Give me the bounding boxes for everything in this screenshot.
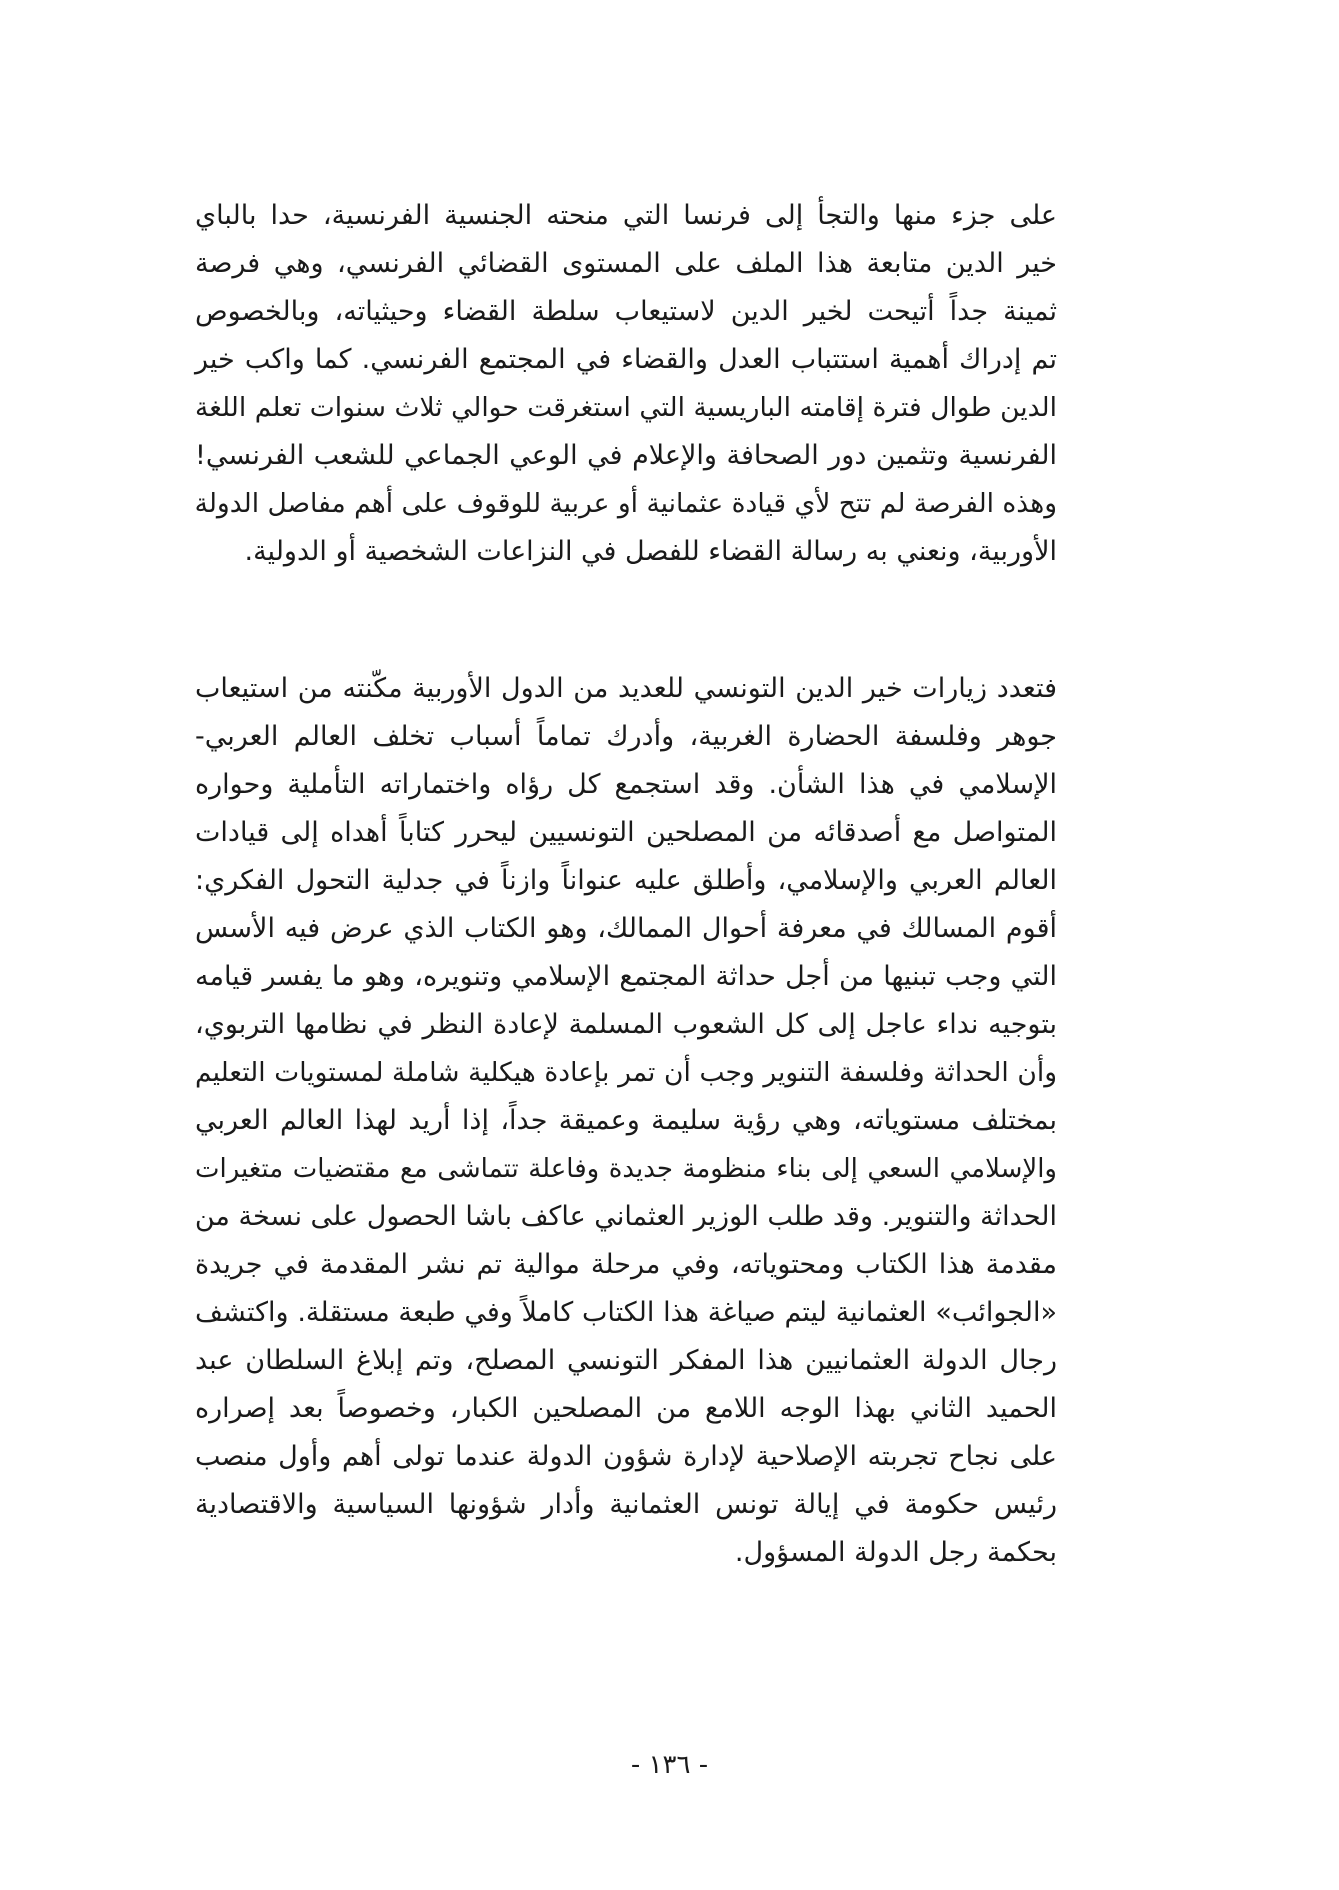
text-line: على جزء منها والتجأ إلى فرنسا التي منحته الجنسية الفرنسية، حدا بالباي [195, 200, 1057, 231]
text-line: خير الدين متابعة هذا الملف على المستوى القضائي الفرنسي، وهي فرصة [195, 248, 1057, 279]
text-line: تم إدراك أهمية استتباب العدل والقضاء في المجتمع الفرنسي. كما واكب خير [195, 344, 1057, 375]
text-line: بحكمة رجل الدولة المسؤول. [734, 1537, 1057, 1568]
text-line: بتوجيه نداء عاجل إلى كل الشعوب المسلمة لإعادة النظر في نظامها التربوي، [195, 1009, 1057, 1040]
text-line: الحداثة والتنوير. وقد طلب الوزير العثماني عاكف باشا الحصول على نسخة من [194, 1201, 1057, 1232]
text-line: التي وجب تبنيها من أجل حداثة المجتمع الإسلامي وتنويره، وهو ما يفسر قيامه [195, 961, 1057, 992]
text-line: الدين طوال فترة إقامته الباريسية التي استغرقت حوالي ثلاث سنوات تعلم اللغة [195, 392, 1057, 423]
text-line: وأن الحداثة وفلسفة التنوير وجب أن تمر بإعادة هيكلية شاملة لمستويات التعليم [195, 1057, 1057, 1088]
text-line: الأوربية، ونعني به رسالة القضاء للفصل في النزاعات الشخصية أو الدولية. [244, 536, 1057, 567]
text-line: وهذه الفرصة لم تتح لأي قيادة عثمانية أو عربية للوقوف على أهم مفاصل الدولة [194, 488, 1057, 519]
text-line: ثمينة جداً أتيحت لخير الدين لاستيعاب سلطة القضاء وحيثياته، وبالخصوص [195, 296, 1057, 327]
page-number: - ١٣٦ - [630, 1750, 709, 1780]
text-line: والإسلامي السعي إلى بناء منظومة جديدة وفاعلة تتماشى مع مقتضيات متغيرات [195, 1154, 1057, 1184]
paragraph-2 [195, 665, 1057, 1577]
text-line: الفرنسية وتثمين دور الصحافة والإعلام في الوعي الجماعي للشعب الفرنسي! [195, 440, 1057, 471]
text-line: مقدمة هذا الكتاب ومحتوياته، وفي مرحلة موالية تم نشر المقدمة في جريدة [195, 1249, 1057, 1280]
text-line: المتواصل مع أصدقائه من المصلحين التونسيين ليحرر كتاباً أهداه إلى قيادات [195, 817, 1057, 848]
text-line: فتعدد زيارات خير الدين التونسي للعديد من الدول الأوربية مكّنته من استيعاب [195, 673, 1057, 704]
text-line: العالم العربي والإسلامي، وأطلق عليه عنواناً وازناً في جدلية التحول الفكري: [195, 865, 1057, 896]
text-line: بمختلف مستوياته، وهي رؤية سليمة وعميقة جداً، إذا أريد لهذا العالم العربي [195, 1105, 1057, 1136]
text-line: رئيس حكومة في إيالة تونس العثمانية وأدار شؤونها السياسية والاقتصادية [195, 1489, 1057, 1520]
text-line: «الجوائب» العثمانية ليتم صياغة هذا الكتاب كاملاً وفي طبعة مستقلة. واكتشف [195, 1297, 1057, 1328]
text-line: رجال الدولة العثمانيين هذا المفكر التونسي المصلح، وتم إبلاغ السلطان عبد [195, 1345, 1057, 1376]
paragraph-1 [195, 192, 1057, 576]
text-line: الحميد الثاني بهذا الوجه اللامع من المصلحين الكبار، وخصوصاً بعد إصراره [195, 1393, 1057, 1424]
text-line: أقوم المسالك في معرفة أحوال الممالك، وهو الكتاب الذي عرض فيه الأسس [195, 913, 1057, 944]
text-line: على نجاح تجربته الإصلاحية لإدارة شؤون الدولة عندما تولى أهم وأول منصب [195, 1441, 1057, 1472]
text-line: الإسلامي في هذا الشأن. وقد استجمع كل رؤاه واختماراته التأملية وحواره [195, 769, 1057, 800]
text-line: جوهر وفلسفة الحضارة الغربية، وأدرك تماماً أسباب تخلف العالم العربي- [195, 721, 1057, 752]
